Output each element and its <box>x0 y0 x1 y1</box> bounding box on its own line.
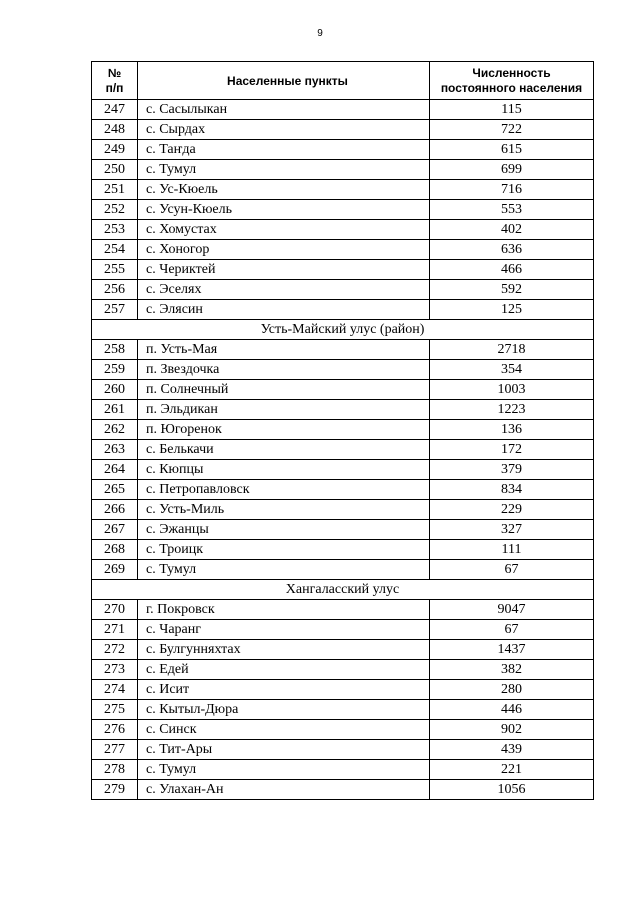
header-population <box>430 62 594 100</box>
section-title: Хангаласский улус <box>92 580 594 600</box>
row-settlement-name: п. Звездочка <box>138 360 430 380</box>
row-settlement-name: с. Белькачи <box>138 440 430 460</box>
row-population: 280 <box>430 680 594 700</box>
row-population: 834 <box>430 480 594 500</box>
table-row <box>92 740 594 760</box>
table-row <box>92 540 594 560</box>
row-settlement-name: с. Исит <box>138 680 430 700</box>
table-row <box>92 200 594 220</box>
table-row <box>92 100 594 120</box>
row-number: 279 <box>92 780 138 800</box>
table-row <box>92 640 594 660</box>
row-number: 267 <box>92 520 138 540</box>
row-settlement-name: г. Покровск <box>138 600 430 620</box>
row-population: 615 <box>430 140 594 160</box>
row-population: 111 <box>430 540 594 560</box>
table-header <box>92 62 594 100</box>
row-number: 262 <box>92 420 138 440</box>
section-row <box>92 580 594 600</box>
row-settlement-name: с. Хоногор <box>138 240 430 260</box>
row-population: 1056 <box>430 780 594 800</box>
row-settlement-name: с. Чаранг <box>138 620 430 640</box>
row-number: 261 <box>92 400 138 420</box>
row-population: 136 <box>430 420 594 440</box>
row-population: 229 <box>430 500 594 520</box>
row-population: 1223 <box>430 400 594 420</box>
table-row <box>92 760 594 780</box>
header-settlements: Населенные пункты <box>138 62 430 100</box>
header-number-symbol: № <box>107 65 122 80</box>
table-row <box>92 700 594 720</box>
row-settlement-name: с. Чериктей <box>138 260 430 280</box>
table-row <box>92 460 594 480</box>
row-number: 266 <box>92 500 138 520</box>
table-row <box>92 340 594 360</box>
table-row <box>92 420 594 440</box>
table-row <box>92 180 594 200</box>
header-number-abbr: п/п <box>105 80 124 95</box>
row-population: 2718 <box>430 340 594 360</box>
row-settlement-name: с. Едей <box>138 660 430 680</box>
row-population: 221 <box>430 760 594 780</box>
row-number: 269 <box>92 560 138 580</box>
row-settlement-name: с. Петропавловск <box>138 480 430 500</box>
population-table <box>91 61 594 800</box>
row-number: 275 <box>92 700 138 720</box>
table-row <box>92 480 594 500</box>
row-settlement-name: п. Эльдикан <box>138 400 430 420</box>
row-number: 255 <box>92 260 138 280</box>
row-population: 327 <box>430 520 594 540</box>
row-settlement-name: с. Усть-Миль <box>138 500 430 520</box>
row-settlement-name: с. Булгунняхтах <box>138 640 430 660</box>
row-number: 250 <box>92 160 138 180</box>
row-number: 258 <box>92 340 138 360</box>
row-number: 274 <box>92 680 138 700</box>
row-settlement-name: с. Тумул <box>138 560 430 580</box>
header-population-line2: постоянного населения <box>440 80 583 95</box>
row-number: 248 <box>92 120 138 140</box>
row-settlement-name: с. Эжанцы <box>138 520 430 540</box>
row-population: 636 <box>430 240 594 260</box>
header-row <box>92 62 594 100</box>
section-row <box>92 320 594 340</box>
row-population: 439 <box>430 740 594 760</box>
table-row <box>92 720 594 740</box>
row-number: 271 <box>92 620 138 640</box>
row-number: 251 <box>92 180 138 200</box>
section-title: Усть-Майский улус (район) <box>92 320 594 340</box>
row-number: 249 <box>92 140 138 160</box>
row-number: 252 <box>92 200 138 220</box>
row-population: 354 <box>430 360 594 380</box>
row-population: 125 <box>430 300 594 320</box>
row-number: 277 <box>92 740 138 760</box>
row-settlement-name: п. Югоренок <box>138 420 430 440</box>
header-number <box>92 62 138 100</box>
table-row <box>92 120 594 140</box>
row-population: 446 <box>430 700 594 720</box>
row-settlement-name: с. Кюпцы <box>138 460 430 480</box>
table-body <box>92 100 594 800</box>
row-population: 172 <box>430 440 594 460</box>
row-population: 115 <box>430 100 594 120</box>
row-settlement-name: с. Усун-Кюель <box>138 200 430 220</box>
row-number: 257 <box>92 300 138 320</box>
table-row <box>92 380 594 400</box>
row-population: 67 <box>430 620 594 640</box>
header-population-line1: Численность <box>472 65 551 80</box>
table-row <box>92 400 594 420</box>
table-row <box>92 680 594 700</box>
row-settlement-name: с. Сасылыкан <box>138 100 430 120</box>
row-population: 466 <box>430 260 594 280</box>
row-number: 273 <box>92 660 138 680</box>
row-number: 253 <box>92 220 138 240</box>
row-settlement-name: п. Солнечный <box>138 380 430 400</box>
table-row <box>92 780 594 800</box>
table-row <box>92 140 594 160</box>
row-settlement-name: с. Хомустах <box>138 220 430 240</box>
row-population: 379 <box>430 460 594 480</box>
row-settlement-name: с. Улахан-Ан <box>138 780 430 800</box>
row-settlement-name: с. Элясин <box>138 300 430 320</box>
row-settlement-name: с. Тумул <box>138 760 430 780</box>
row-population: 902 <box>430 720 594 740</box>
row-settlement-name: с. Кытыл-Дюра <box>138 700 430 720</box>
table-row <box>92 560 594 580</box>
table-row <box>92 520 594 540</box>
row-population: 1003 <box>430 380 594 400</box>
row-population: 699 <box>430 160 594 180</box>
row-population: 722 <box>430 120 594 140</box>
row-population: 402 <box>430 220 594 240</box>
row-population: 382 <box>430 660 594 680</box>
table-row <box>92 440 594 460</box>
row-number: 272 <box>92 640 138 660</box>
row-number: 260 <box>92 380 138 400</box>
row-population: 67 <box>430 560 594 580</box>
row-population: 1437 <box>430 640 594 660</box>
page-number: 9 <box>317 28 323 39</box>
table-row <box>92 300 594 320</box>
row-number: 263 <box>92 440 138 460</box>
row-settlement-name: с. Эселях <box>138 280 430 300</box>
table-row <box>92 260 594 280</box>
row-number: 264 <box>92 460 138 480</box>
row-settlement-name: с. Таҥда <box>138 140 430 160</box>
row-number: 265 <box>92 480 138 500</box>
table-row <box>92 600 594 620</box>
row-population: 592 <box>430 280 594 300</box>
table-row <box>92 620 594 640</box>
row-settlement-name: с. Тумул <box>138 160 430 180</box>
table-row <box>92 220 594 240</box>
row-number: 247 <box>92 100 138 120</box>
row-settlement-name: с. Тит-Ары <box>138 740 430 760</box>
row-population: 553 <box>430 200 594 220</box>
row-settlement-name: с. Троицк <box>138 540 430 560</box>
row-number: 270 <box>92 600 138 620</box>
row-settlement-name: с. Синск <box>138 720 430 740</box>
row-number: 278 <box>92 760 138 780</box>
row-number: 256 <box>92 280 138 300</box>
table-row <box>92 660 594 680</box>
row-population: 9047 <box>430 600 594 620</box>
row-number: 268 <box>92 540 138 560</box>
row-population: 716 <box>430 180 594 200</box>
row-settlement-name: с. Сырдах <box>138 120 430 140</box>
table-row <box>92 360 594 380</box>
table-row <box>92 500 594 520</box>
row-number: 259 <box>92 360 138 380</box>
row-number: 276 <box>92 720 138 740</box>
row-settlement-name: с. Ус-Кюель <box>138 180 430 200</box>
row-settlement-name: п. Усть-Мая <box>138 340 430 360</box>
table-row <box>92 160 594 180</box>
row-number: 254 <box>92 240 138 260</box>
table-row <box>92 240 594 260</box>
table-row <box>92 280 594 300</box>
